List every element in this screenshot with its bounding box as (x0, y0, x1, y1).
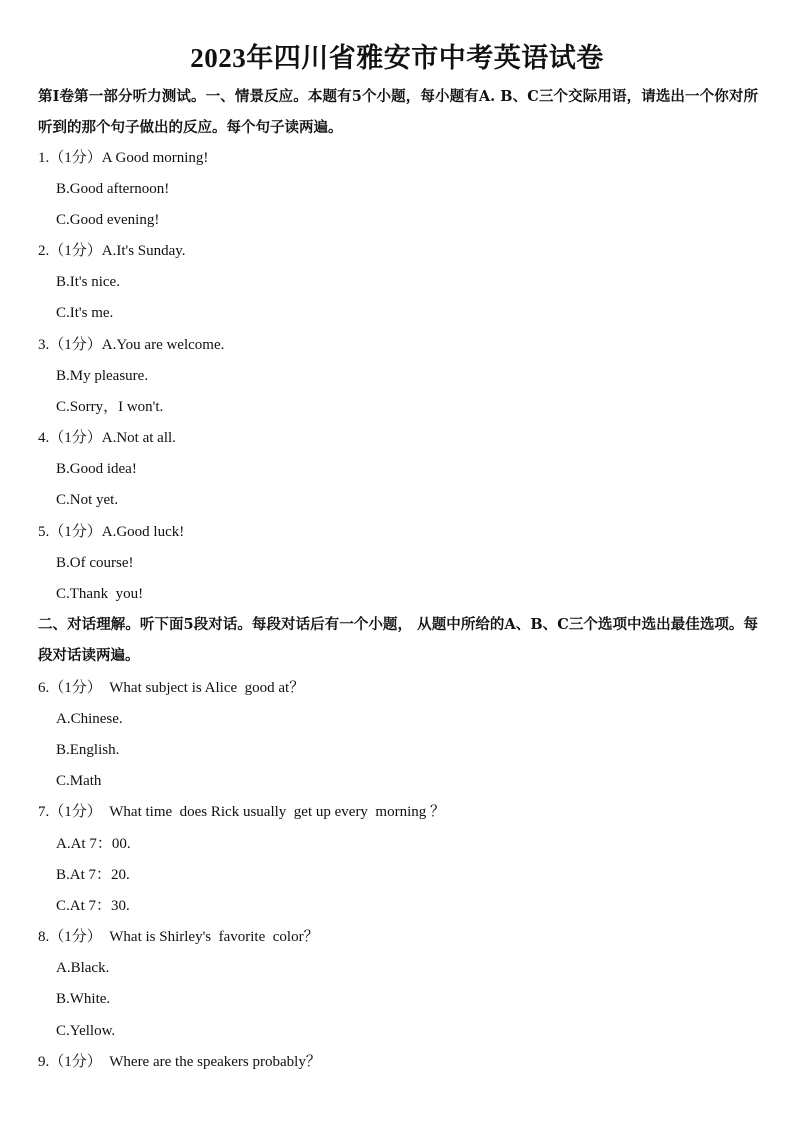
question-7-option-c: C.At 7：30. (56, 898, 130, 914)
question-9: 9.（1分） Where are the speakers probably？ (38, 1054, 321, 1070)
question-7-option-a: A.At 7：00. (56, 836, 131, 852)
question-4-option-b: B.Good idea! (56, 461, 137, 477)
question-8-option-c: C.Yellow. (56, 1023, 116, 1039)
question-2-option-b: B.It's nice. (56, 274, 120, 290)
question-2: 2.（1分）A.It's Sunday. (38, 243, 186, 259)
question-1-option-c: C.Good evening! (56, 212, 160, 228)
section-1-instructions: 第Ⅰ卷第一部分听力测试。一、情景反应。本题有5个小题，每小题有A. B、C三个交际用语，请选出一个你对所听到的那个句子做出的反应。每个句子读两遍。 (38, 88, 758, 136)
question-6-option-a: A.Chinese. (56, 711, 123, 727)
question-4-option-c: C.Not yet. (56, 492, 119, 508)
question-5: 5.（1分）A.Good luck! (38, 524, 185, 540)
question-8: 8.（1分） What is Shirley's favorite color？ (38, 929, 319, 945)
question-1-option-b: B.Good afternoon! (56, 181, 170, 197)
question-7-option-b: B.At 7：20. (56, 867, 130, 883)
section-2-instructions: 二、对话理解。听下面5段对话。每段对话后有一个小题， 从题中所给的A、B、C三个选项中选出最佳选项。每段对话读两遍。 (38, 616, 758, 664)
question-3: 3.（1分）A.You are welcome. (38, 337, 225, 353)
question-6-option-c: C.Math (56, 773, 102, 789)
question-3-option-c: C.Sorry，I won't. (56, 399, 164, 415)
question-1: 1.（1分）A Good morning! (38, 150, 209, 166)
question-4: 4.（1分）A.Not at all. (38, 430, 176, 446)
question-8-option-b: B.White. (56, 991, 111, 1007)
question-6: 6.（1分） What subject is Alice good at？ (38, 680, 305, 696)
page-title: 2023年四川省雅安市中考英语试卷 (190, 43, 604, 73)
question-3-option-b: B.My pleasure. (56, 368, 149, 384)
question-2-option-c: C.It's me. (56, 305, 114, 321)
question-6-option-b: B.English. (56, 742, 120, 758)
question-5-option-c: C.Thank you! (56, 586, 144, 602)
question-7: 7.（1分） What time does Rick usually get up every morning ？ (38, 804, 446, 820)
question-8-option-a: A.Black. (56, 960, 110, 976)
question-5-option-b: B.Of course! (56, 555, 134, 571)
